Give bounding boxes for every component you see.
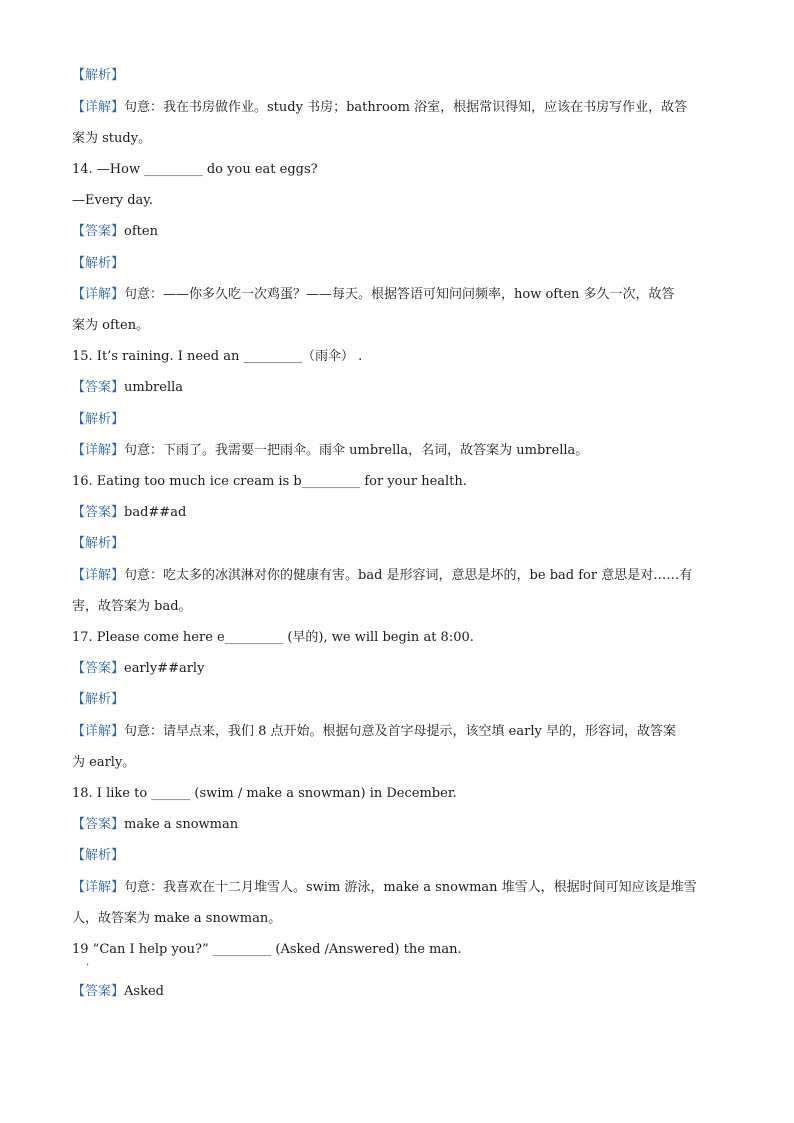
detail-17: 【详解】句意：请早点来，我们 8 点开始。根据句意及首字母提示，该空填 early 早的，形容词，故答案 (72, 724, 676, 739)
answer-18: 【答案】make a snowman (72, 817, 239, 832)
detail-14: 【详解】句意：——你多久吃一次鸡蛋？——每天。根据答语可知问问频率，how often 多久一次，故答 (72, 287, 675, 302)
stray-mark: . (86, 957, 90, 968)
answer-16: 【答案】bad##ad (72, 505, 187, 520)
detail-15: 【详解】句意：下雨了。我需要一把雨伞。雨伞 umbrella，名词，故答案为 umbrella。 (72, 443, 589, 458)
detail-14-cont: 案为 often。 (72, 318, 150, 333)
answer-15: 【答案】umbrella (72, 380, 184, 395)
detail-13-cont: 案为 study。 (72, 131, 152, 146)
question-19: 19 “Can I help you?” _________ (Asked /Answered) the man. (72, 942, 462, 957)
question-16: 16. Eating too much ice cream is b_________ for your health. (72, 474, 467, 489)
answer-17: 【答案】early##arly (72, 661, 205, 676)
detail-16: 【详解】句意：吃太多的冰淇淋对你的健康有害。bad 是形容词，意思是坏的，be bad for 意思是对……有 (72, 568, 693, 583)
analysis-label-15: 【解析】 (72, 412, 125, 427)
question-15: 15. It’s raining. I need an _________（雨伞） . (72, 349, 363, 364)
analysis-label-16: 【解析】 (72, 536, 125, 551)
question-18: 18. I like to ______ (swim / make a snowman) in December. (72, 786, 457, 801)
analysis-label-13: 【解析】 (72, 68, 125, 83)
detail-13: 【详解】句意：我在书房做作业。study 书房；bathroom 浴室，根据常识得知，应该在书房写作业，故答 (72, 100, 688, 115)
answer-19: 【答案】Asked (72, 984, 164, 999)
analysis-label-14: 【解析】 (72, 256, 125, 271)
answer-14: 【答案】often (72, 224, 158, 239)
analysis-label-17: 【解析】 (72, 692, 125, 707)
analysis-label-18: 【解析】 (72, 848, 125, 863)
detail-17-cont: 为 early。 (72, 755, 136, 770)
detail-16-cont: 害，故答案为 bad。 (72, 599, 192, 614)
detail-18-cont: 人，故答案为 make a snowman。 (72, 911, 282, 926)
detail-18: 【详解】句意：我喜欢在十二月堆雪人。swim 游泳，make a snowman 堆雪人，根据时间可知应该是堆雪 (72, 880, 697, 895)
question-17: 17. Please come here e_________ (早的), we will begin at 8:00. (72, 630, 474, 645)
question-14: 14. —How _________ do you eat eggs? (72, 162, 318, 177)
question-14-reply: —Every day. (72, 193, 154, 208)
